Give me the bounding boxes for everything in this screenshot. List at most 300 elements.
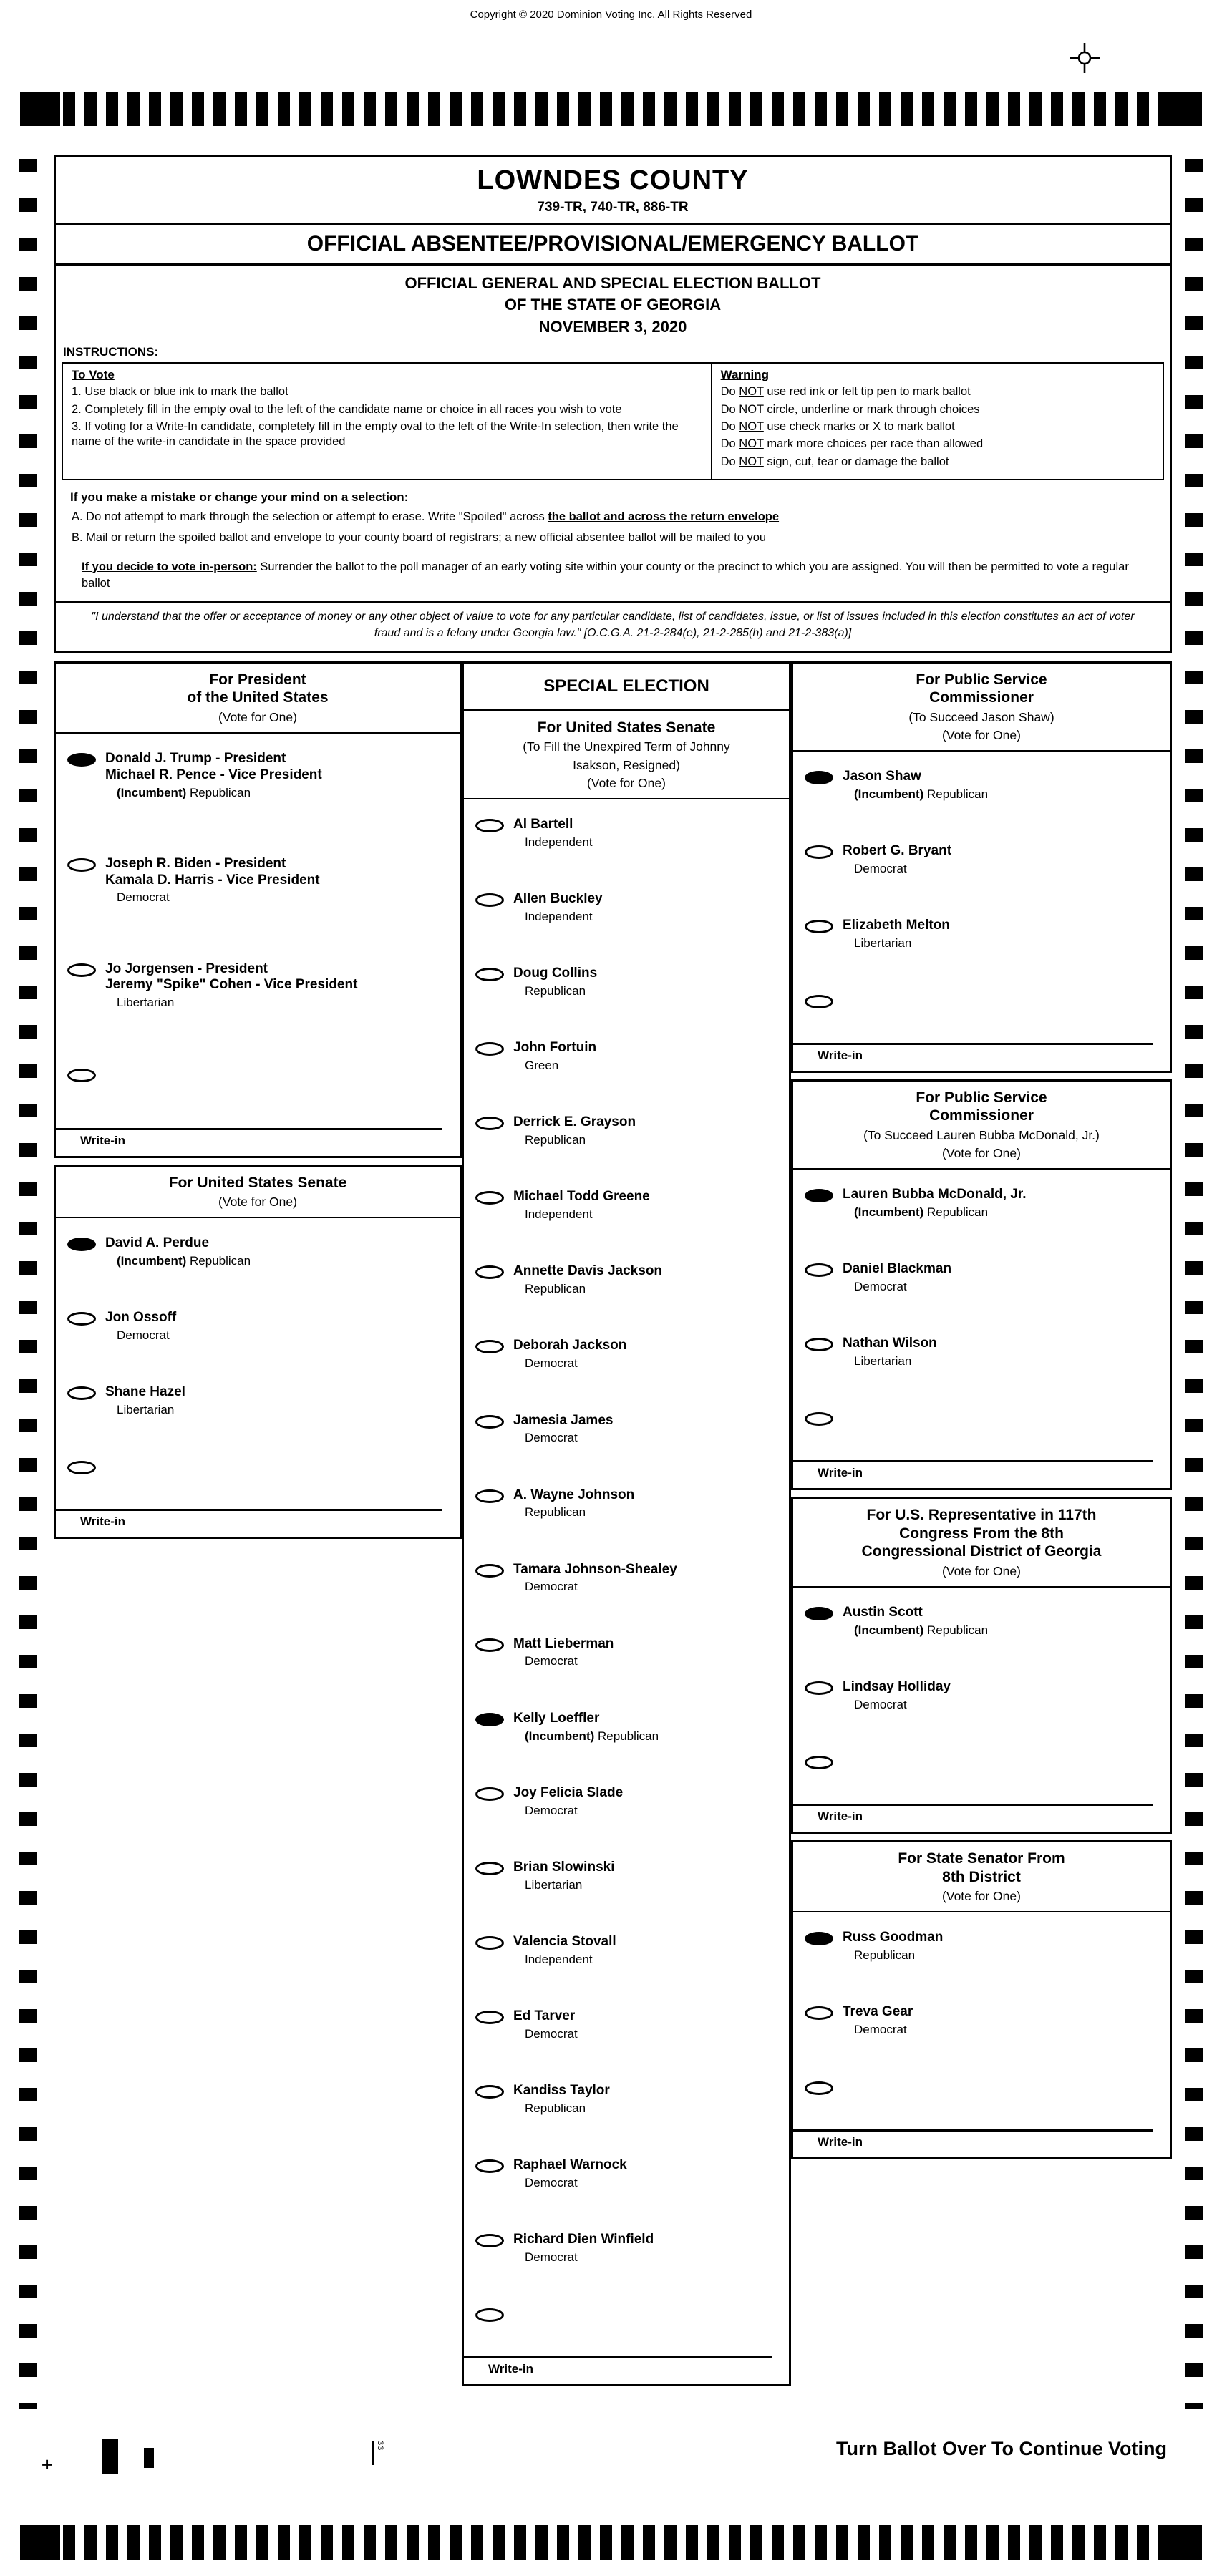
incumbent-label: (Incumbent) — [854, 1205, 924, 1219]
candidate-name: Joseph R. Biden - President — [105, 855, 286, 871]
candidate-name: Austin Scott — [843, 1605, 923, 1620]
candidate-party: Independent — [525, 910, 593, 923]
ballot-oval[interactable] — [475, 1042, 504, 1056]
contest-title: For Public Service Commissioner — [916, 1089, 1047, 1124]
candidate-name: Valencia Stovall — [513, 1933, 616, 1949]
candidate-name: Donald J. Trump - President — [105, 750, 286, 766]
write-in-area[interactable] — [793, 1804, 1170, 1832]
write-in-area[interactable] — [56, 1128, 460, 1156]
candidate-name: Jason Shaw — [843, 769, 921, 784]
candidate-info — [513, 1785, 623, 1818]
candidate-option[interactable] — [805, 769, 1163, 802]
vote-for-instruction: (Vote for One) — [942, 1146, 1021, 1161]
candidate-party: Libertarian — [854, 1354, 912, 1369]
ballot-oval[interactable] — [805, 2006, 833, 2020]
warning-box — [712, 362, 1164, 480]
ballot-oval[interactable] — [805, 995, 833, 1008]
candidate-party: Libertarian — [525, 1877, 583, 1892]
mistake-list — [70, 510, 1158, 546]
write-in-area[interactable] — [793, 2129, 1170, 2157]
candidate-option[interactable] — [475, 1189, 782, 1222]
write-in-area[interactable] — [464, 2356, 789, 2384]
special-election-banner: SPECIAL ELECTION — [464, 664, 789, 711]
election-title-block — [56, 266, 1170, 339]
candidate-option[interactable] — [475, 1860, 782, 1892]
contest-subtitle: Isakson, Resigned) — [573, 757, 680, 772]
candidate-name: Michael Todd Greene — [513, 1189, 650, 1205]
to-vote-item: 3. If voting for a Write-In candidate, completely fill in the empty oval to the left of the Write-In selection, then write the name of the write-in candidate in the space provided — [72, 419, 679, 449]
in-person-label: If you decide to vote in-person: — [82, 560, 257, 573]
mistake-section — [56, 480, 1170, 591]
contest-title: For Public Service Commissioner — [916, 671, 1047, 706]
ballot-oval[interactable] — [475, 1936, 504, 1950]
candidate-name: Jo Jorgensen - President — [105, 961, 268, 976]
ballot-oval[interactable] — [475, 1415, 504, 1429]
candidate-name: Daniel Blackman — [843, 1261, 952, 1277]
to-vote-item: 2. Completely fill in the empty oval to the left of the candidate name or choice in all races you wish to vote — [72, 402, 622, 416]
vote-for-instruction: (Vote for One) — [587, 776, 666, 791]
candidate-name: Elizabeth Melton — [843, 918, 950, 933]
ballot-oval[interactable] — [805, 1412, 833, 1426]
candidate-name: A. Wayne Johnson — [513, 1487, 635, 1502]
ballot-oval-filled[interactable] — [805, 1607, 833, 1620]
warning-item: Do NOT use red ink or felt tip pen to mark ballot — [720, 385, 971, 399]
contest-title: For U.S. Representative in 117th Congress From the 8th Congressional District of Georgia — [861, 1507, 1102, 1560]
candidate-list — [793, 1170, 1170, 1426]
timing-marks-top — [20, 92, 1202, 126]
ballot-oval-filled[interactable] — [67, 1238, 96, 1251]
candidate-party: Republican — [525, 2101, 586, 2115]
candidate-option[interactable] — [475, 2008, 782, 2041]
ballot-oval-filled[interactable] — [805, 1932, 833, 1945]
candidate-party: Democrat — [525, 1431, 578, 1445]
candidate-party: Republican — [525, 984, 586, 998]
ballot-oval[interactable] — [475, 1265, 504, 1279]
candidate-option[interactable] — [805, 1605, 1163, 1638]
candidate-info — [513, 1114, 636, 1147]
precinct-codes: 739-TR, 740-TR, 886-TR — [537, 200, 689, 215]
candidate-name: Richard Dien Winfield — [513, 2232, 654, 2247]
vote-for-instruction: (Vote for One) — [218, 709, 297, 724]
candidate-party: Libertarian — [117, 996, 175, 1010]
candidate-option[interactable] — [805, 1930, 1163, 1963]
contest-header — [56, 1167, 460, 1219]
ballot-oval[interactable] — [475, 2085, 504, 2099]
write-in-label: Write-in — [818, 1048, 863, 1062]
to-vote-item: 1. Use black or blue ink to mark the ballot — [72, 385, 288, 399]
candidate-info — [105, 1310, 176, 1343]
incumbent-label: (Incumbent) — [117, 1253, 187, 1268]
timing-marks-left — [19, 159, 37, 2409]
ballot-oval[interactable] — [67, 858, 96, 872]
candidate-name: John Fortuin — [513, 1040, 597, 1056]
contest-title: For United States Senate — [168, 1174, 347, 1191]
timing-end-block — [20, 2525, 60, 2560]
contest-president — [54, 661, 462, 1158]
ballot-oval[interactable] — [67, 1386, 96, 1400]
ballot-oval[interactable] — [475, 1638, 504, 1652]
candidate-party: (Incumbent) Republican — [854, 787, 989, 802]
warning-item: Do NOT use check marks or X to mark ballot — [720, 419, 955, 433]
ballot-oval[interactable] — [67, 1312, 96, 1326]
ballot-oval[interactable] — [475, 1862, 504, 1875]
ballot-oval[interactable] — [475, 1787, 504, 1801]
candidate-option[interactable] — [805, 2004, 1163, 2037]
candidate-party: Republican — [854, 1948, 916, 1963]
contest-title: For United States Senate — [537, 719, 716, 736]
contest-title: For State Senator From 8th District — [898, 1850, 1065, 1885]
candidate-option[interactable] — [67, 1310, 452, 1343]
candidate-party: (Incumbent) Republican — [525, 1729, 659, 1743]
incumbent-label: (Incumbent) — [854, 787, 924, 802]
candidate-info — [513, 1040, 596, 1073]
ballot-oval[interactable] — [475, 2308, 504, 2322]
candidate-option[interactable] — [805, 1679, 1163, 1712]
ballot-type-title: OFFICIAL ABSENTEE/PROVISIONAL/EMERGENCY BALLOT — [56, 225, 1170, 266]
candidate-option[interactable] — [475, 1487, 782, 1520]
write-in-option[interactable] — [475, 2306, 782, 2322]
candidate-option[interactable] — [475, 2157, 782, 2190]
candidate-option[interactable] — [67, 751, 452, 800]
candidate-option[interactable] — [475, 1114, 782, 1147]
candidate-party: Democrat — [525, 1803, 578, 1817]
write-in-option[interactable] — [805, 993, 1163, 1008]
contest-us-senate — [54, 1165, 462, 1540]
incumbent-label: (Incumbent) — [117, 785, 187, 799]
copyright-notice: Copyright © 2020 Dominion Voting Inc. All Rights Reserved — [470, 9, 752, 21]
candidate-name: Joy Felicia Slade — [513, 1784, 624, 1800]
candidate-party: Libertarian — [117, 1403, 175, 1417]
candidate-info — [513, 1487, 634, 1520]
candidate-info — [513, 891, 603, 924]
candidate-info — [843, 1930, 943, 1963]
instructions-boxes — [62, 362, 1164, 480]
timing-end-block — [1162, 2525, 1202, 2560]
candidate-party: Independent — [525, 1952, 593, 1966]
election-title-line1: OFFICIAL GENERAL AND SPECIAL ELECTION BALLOT — [404, 274, 821, 292]
vote-for-instruction: (Vote for One) — [942, 1889, 1021, 1904]
candidate-info — [843, 918, 950, 951]
candidate-info — [513, 2008, 578, 2041]
candidate-party: Democrat — [854, 862, 907, 876]
candidate-party: (Incumbent) Republican — [117, 1253, 251, 1268]
election-title-line2: OF THE STATE OF GEORGIA — [504, 296, 722, 314]
registration-bar-1 — [102, 2439, 118, 2474]
candidate-name: Annette Davis Jackson — [513, 1263, 663, 1279]
ballot-oval[interactable] — [67, 1069, 96, 1082]
contest-psc-mcdonald — [791, 1079, 1172, 1491]
candidate-list — [793, 1588, 1170, 1769]
candidate-info — [513, 1263, 662, 1296]
candidate-info — [843, 1679, 951, 1712]
candidate-party: (Incumbent) Republican — [854, 1205, 989, 1219]
candidate-party: Libertarian — [854, 936, 912, 951]
contest-header — [793, 1082, 1170, 1170]
candidate-option[interactable] — [475, 2232, 782, 2265]
candidate-name: Raphael Warnock — [513, 2157, 627, 2172]
alignment-plus-mark: + — [42, 2454, 53, 2475]
ballot-oval[interactable] — [805, 1338, 833, 1351]
candidate-name: Kandiss Taylor — [513, 2082, 610, 2098]
candidate-info — [513, 966, 597, 998]
ballot-oval-filled[interactable] — [805, 1189, 833, 1202]
contest-header — [793, 1499, 1170, 1588]
candidate-party: Democrat — [525, 1356, 578, 1371]
to-vote-box — [62, 362, 712, 480]
candidate-info — [513, 1189, 650, 1222]
write-in-label: Write-in — [818, 1809, 863, 1824]
write-in-label: Write-in — [488, 2362, 533, 2376]
candidate-option[interactable] — [475, 1338, 782, 1371]
ballot-oval[interactable] — [805, 920, 833, 933]
candidate-name: Jeremy "Spike" Cohen - Vice President — [105, 977, 358, 993]
candidate-option[interactable] — [475, 2083, 782, 2116]
ballot-oval[interactable] — [67, 963, 96, 977]
ballot-oval[interactable] — [805, 1263, 833, 1277]
candidate-info — [843, 1261, 951, 1294]
candidate-party: Democrat — [525, 2250, 578, 2264]
candidate-list — [793, 1912, 1170, 2094]
candidate-info — [513, 2083, 610, 2116]
registration-bar-2 — [144, 2448, 154, 2468]
contest-subtitle: (To Fill the Unexpired Term of Johnny — [523, 739, 730, 754]
candidate-option[interactable] — [475, 966, 782, 998]
candidate-party: Green — [525, 1059, 559, 1073]
warning-title: Warning — [720, 368, 769, 382]
warning-list — [721, 384, 1154, 470]
candidate-party: Democrat — [854, 1697, 907, 1711]
contest-header — [56, 664, 460, 734]
candidate-info — [105, 1384, 185, 1417]
candidate-info — [513, 817, 593, 850]
contest-subtitle: (To Succeed Lauren Bubba McDonald, Jr.) — [863, 1127, 1100, 1142]
candidate-info — [105, 1235, 251, 1268]
candidate-party: Independent — [525, 1207, 593, 1222]
candidate-option[interactable] — [805, 1187, 1163, 1220]
candidate-option[interactable] — [805, 1261, 1163, 1294]
candidate-option[interactable] — [475, 1413, 782, 1446]
warning-item: Do NOT sign, cut, tear or damage the ballot — [720, 455, 949, 468]
candidate-info — [105, 751, 322, 800]
candidate-option[interactable] — [475, 1785, 782, 1818]
candidate-info — [513, 1413, 613, 1446]
candidate-list — [56, 734, 460, 1082]
ballot-oval[interactable] — [475, 1340, 504, 1353]
candidate-name: Jamesia James — [513, 1412, 614, 1428]
to-vote-list — [72, 384, 702, 450]
ballot-oval[interactable] — [475, 1117, 504, 1130]
candidate-info — [843, 769, 988, 802]
contest-psc-shaw — [791, 661, 1172, 1073]
candidate-name: Derrick E. Grayson — [513, 1114, 636, 1130]
candidate-name: Nathan Wilson — [843, 1336, 937, 1351]
candidate-party: Republican — [525, 1133, 586, 1147]
mistake-item: B. Mail or return the spoiled ballot and envelope to your county board of registrars; a new official absentee ballot will be mailed to you — [72, 531, 767, 545]
candidate-option[interactable] — [805, 843, 1163, 876]
ballot-page — [54, 155, 1172, 2393]
warning-item: Do NOT mark more choices per race than allowed — [720, 437, 984, 451]
candidate-party: Republican — [525, 1505, 586, 1520]
vote-for-instruction: (Vote for One) — [218, 1195, 297, 1210]
candidate-info — [513, 1562, 677, 1595]
ballot-oval-filled[interactable] — [805, 771, 833, 784]
candidate-list — [464, 799, 789, 2322]
candidate-name: Treva Gear — [843, 2004, 913, 2020]
candidate-option[interactable] — [67, 1235, 452, 1268]
timing-marks-bottom — [20, 2525, 1202, 2560]
fraud-notice: "I understand that the offer or acceptance of money or any other object of value to vote for any particular candidate, list of candidates, issue, or list of issues included in this election constitutes an act of voter fraud and is a felony under Georgia law." [O.C.G.A. 21-2-284(e), 21-2-285(h) and 21-2-383(a)] — [56, 601, 1170, 650]
candidate-name: Lindsay Holliday — [843, 1679, 951, 1695]
write-in-area[interactable] — [56, 1509, 460, 1537]
ballot-oval[interactable] — [475, 2011, 504, 2024]
candidate-name: Michael R. Pence - Vice President — [105, 767, 322, 782]
candidate-name: Doug Collins — [513, 966, 598, 981]
county-name: LOWNDES COUNTY — [477, 165, 749, 195]
candidate-info — [513, 2157, 627, 2190]
candidate-option[interactable] — [67, 1384, 452, 1417]
write-in-label: Write-in — [818, 1466, 863, 1480]
write-in-option[interactable] — [805, 1754, 1163, 1769]
candidate-party: Democrat — [854, 1279, 907, 1293]
candidate-info — [513, 1338, 626, 1371]
ballot-oval-filled[interactable] — [67, 753, 96, 767]
in-person-instructions — [82, 559, 1137, 592]
candidate-name: Matt Lieberman — [513, 1635, 614, 1651]
candidate-info — [105, 961, 357, 1011]
contest-state-senator-8th — [791, 1840, 1172, 2159]
vote-for-instruction: (Vote for One) — [942, 728, 1021, 743]
candidate-option[interactable] — [475, 1263, 782, 1296]
candidate-list — [56, 1218, 460, 1474]
ballot-oval[interactable] — [475, 1191, 504, 1205]
contest-columns — [54, 661, 1172, 2393]
ballot-oval[interactable] — [805, 1681, 833, 1695]
ballot-oval[interactable] — [475, 1564, 504, 1578]
write-in-option[interactable] — [67, 1066, 452, 1082]
candidate-info — [843, 1605, 988, 1638]
candidate-name: Deborah Jackson — [513, 1338, 627, 1353]
election-date: NOVEMBER 3, 2020 — [538, 317, 687, 336]
ballot-column-1 — [54, 661, 462, 1546]
write-in-area[interactable] — [793, 1460, 1170, 1488]
candidate-option[interactable] — [475, 1040, 782, 1073]
candidate-name: Lauren Bubba McDonald, Jr. — [843, 1187, 1027, 1202]
candidate-option[interactable] — [67, 856, 452, 905]
candidate-name: Allen Buckley — [513, 891, 603, 907]
write-in-option[interactable] — [67, 1459, 452, 1474]
write-in-option[interactable] — [805, 2079, 1163, 2095]
contest-header — [793, 1842, 1170, 1912]
candidate-party: Republican — [525, 1282, 586, 1296]
write-in-label: Write-in — [80, 1133, 125, 1147]
candidate-info — [513, 1860, 614, 1892]
to-vote-title: To Vote — [72, 368, 115, 382]
vote-for-instruction: (Vote for One) — [942, 1564, 1021, 1579]
candidate-name: Jon Ossoff — [105, 1310, 177, 1326]
instructions-heading: INSTRUCTIONS: — [63, 345, 159, 359]
in-person-text: Surrender the ballot to the poll manager of an early voting site within your county or the precinct to which you are assigned. You will then be permitted to vote a regular ballot — [82, 560, 1129, 590]
ballot-oval[interactable] — [475, 1489, 504, 1503]
candidate-name: Al Bartell — [513, 817, 573, 832]
incumbent-label: (Incumbent) — [525, 1729, 595, 1743]
candidate-option[interactable] — [475, 1636, 782, 1669]
candidate-option[interactable] — [805, 1336, 1163, 1369]
candidate-name: Kamala D. Harris - Vice President — [105, 872, 320, 888]
contest-title: For President of the United States — [187, 671, 329, 706]
candidate-party: Democrat — [525, 2026, 578, 2041]
candidate-option[interactable] — [805, 918, 1163, 951]
ballot-oval[interactable] — [805, 845, 833, 859]
candidate-info — [843, 1187, 1027, 1220]
candidate-party: (Incumbent) Republican — [117, 785, 251, 799]
candidate-list — [793, 752, 1170, 1008]
ballot-oval[interactable] — [475, 968, 504, 981]
candidate-option[interactable] — [475, 1711, 782, 1744]
candidate-info — [513, 1711, 659, 1744]
ballot-oval[interactable] — [475, 2159, 504, 2173]
candidate-info — [843, 843, 951, 876]
write-in-area[interactable] — [793, 1043, 1170, 1071]
ballot-column-2 — [462, 661, 791, 2393]
write-in-label: Write-in — [80, 1515, 125, 1529]
contest-us-rep-8th — [791, 1497, 1172, 1834]
ballot-header — [54, 155, 1172, 653]
county-header — [56, 157, 1170, 225]
candidate-name: Brian Slowinski — [513, 1859, 615, 1875]
ballot-oval[interactable] — [475, 2234, 504, 2247]
candidate-option[interactable] — [475, 1934, 782, 1967]
ballot-oval[interactable] — [475, 819, 504, 832]
candidate-name: David A. Perdue — [105, 1235, 210, 1251]
incumbent-label: (Incumbent) — [854, 1623, 924, 1637]
write-in-option[interactable] — [805, 1410, 1163, 1426]
candidate-party: Democrat — [525, 1654, 578, 1668]
timing-end-block — [20, 92, 60, 126]
candidate-party: Independent — [525, 835, 593, 849]
ballot-oval[interactable] — [805, 2081, 833, 2095]
candidate-option[interactable] — [67, 961, 452, 1011]
turn-over-notice: Turn Ballot Over To Continue Voting — [836, 2438, 1167, 2459]
ballot-oval[interactable] — [475, 893, 504, 907]
registration-crosshair-icon — [1068, 42, 1101, 74]
candidate-option[interactable] — [475, 1562, 782, 1595]
candidate-name: Tamara Johnson-Shealey — [513, 1561, 677, 1577]
contest-subtitle: (To Succeed Jason Shaw) — [908, 709, 1054, 724]
candidate-name: Robert G. Bryant — [843, 843, 952, 859]
mistake-heading: If you make a mistake or change your mind on a selection: — [70, 490, 409, 505]
candidate-option[interactable] — [475, 817, 782, 850]
candidate-party: (Incumbent) Republican — [854, 1623, 989, 1637]
ballot-oval[interactable] — [805, 1756, 833, 1769]
candidate-party: Democrat — [117, 1328, 170, 1342]
timing-end-block — [1162, 92, 1202, 126]
candidate-info — [513, 1934, 616, 1967]
warning-item: Do NOT circle, underline or mark through choices — [720, 402, 980, 416]
write-in-label: Write-in — [818, 2134, 863, 2149]
candidate-party: Democrat — [525, 1580, 578, 1594]
ballot-oval[interactable] — [67, 1461, 96, 1474]
candidate-name: Russ Goodman — [843, 1930, 944, 1945]
candidate-name: Ed Tarver — [513, 2008, 576, 2023]
candidate-info — [513, 2232, 654, 2265]
candidate-info — [105, 856, 320, 905]
ballot-oval-filled[interactable] — [475, 1713, 504, 1726]
ballot-column-3 — [791, 661, 1172, 2166]
candidate-info — [843, 1336, 937, 1369]
candidate-party: Democrat — [854, 2023, 907, 2037]
candidate-option[interactable] — [475, 891, 782, 924]
contest-header — [464, 711, 789, 799]
